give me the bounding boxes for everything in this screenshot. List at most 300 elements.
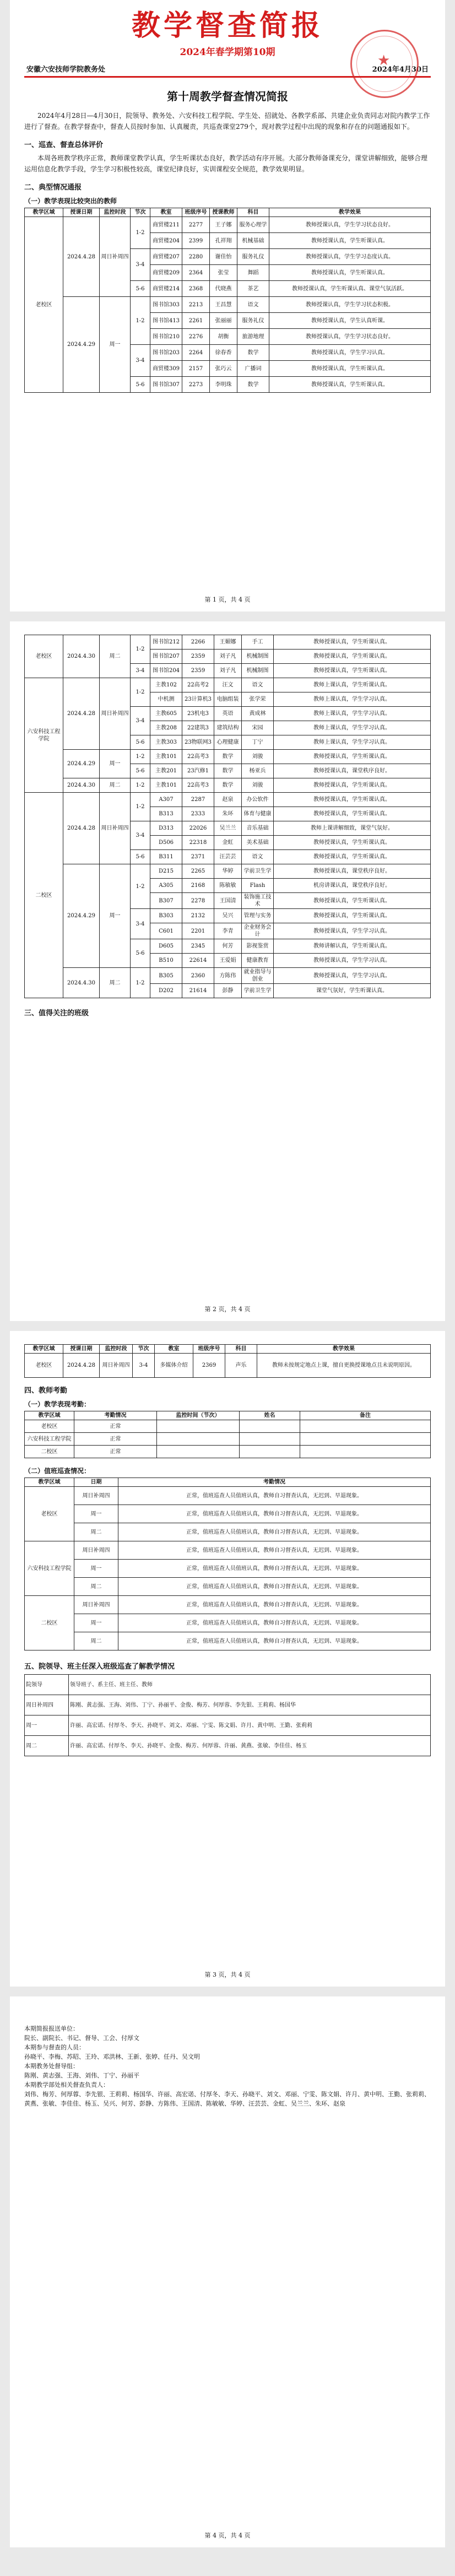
section-2-heading: 二、典型情况通报	[24, 183, 82, 192]
table-cell: 教师授课认真，学生学习认真。	[269, 345, 431, 361]
table-row	[25, 1675, 431, 1695]
table-cell: 王媚娜	[214, 635, 242, 650]
intro-paragraph: 2024年4月28日—4月30日，院领导、教务处、六安科技工程学院、学生处、招就处、各教学系部、共建企业负责同志对院内教学工作进行了督查。在教学督查中，督查人员按时参加、认真履责，共巡查课堂279个，现对教学过程中出现的现象和存在的问题通报如下。	[24, 112, 430, 131]
table-cell: 周日补周四	[74, 1541, 118, 1560]
table-cell: 22建筑3	[182, 721, 214, 735]
table-row	[25, 1632, 431, 1650]
table-cell: 3-4	[131, 909, 150, 939]
header-cell: 授课日期	[63, 208, 100, 217]
table-cell: 何芳	[214, 939, 242, 954]
table-cell: 李明珠	[210, 377, 237, 393]
table-cell: 2201	[182, 923, 214, 939]
table-cell: 2024.4.28	[63, 217, 100, 297]
table-cell: 教师授课认真，学生听课认真。	[269, 265, 431, 281]
table-cell: 语文	[242, 850, 274, 864]
header-cell: 教室	[155, 1345, 193, 1354]
header-cell: 教学区域	[25, 1345, 63, 1354]
header-cell: 教学效果	[269, 208, 431, 217]
section-5-heading: 五、院领导、班主任深入班级巡查了解教学情况	[24, 1663, 175, 1671]
table-cell: 多媒体介绍	[155, 1354, 193, 1378]
table-cell: 刘骏	[242, 750, 274, 764]
table-cell: 旅游地理	[237, 329, 269, 345]
publisher: 安徽六安技师学院教务处	[26, 66, 106, 74]
section-4-heading: 四、教师考勤	[24, 1387, 68, 1395]
table-cell: 教师授课认真，学生听课认真。	[274, 750, 431, 764]
header-cell: 备注	[300, 1411, 431, 1420]
table-cell: 商贸楼214	[150, 281, 182, 297]
table-cell: 宋园	[242, 721, 274, 735]
table-cell: 服务心理学	[237, 217, 269, 233]
table-cell: 1-2	[131, 793, 150, 821]
table-cell: D215	[150, 864, 182, 879]
table-cell: 陈敏敏	[214, 879, 242, 893]
table-cell: 朱环	[214, 807, 242, 821]
table-cell: 周日补周四	[25, 1695, 69, 1715]
table-cell: D202	[150, 984, 182, 998]
table-cell: 2276	[182, 329, 210, 345]
header-cell: 教学区域	[25, 1411, 74, 1420]
table-cell: 2132	[182, 909, 214, 923]
table-cell: 机械基础	[237, 233, 269, 249]
table-cell: 老校区	[25, 1487, 74, 1541]
table-cell: 影视鉴赏	[242, 939, 274, 954]
section-3-heading: 三、值得关注的班级	[24, 1009, 89, 1018]
table-cell: 周二	[100, 778, 131, 793]
table-cell: 声乐	[225, 1354, 257, 1378]
table-cell: 管理与实务	[242, 909, 274, 923]
table-cell: 周日补周四	[100, 217, 131, 297]
table-cell: 许丽、高宏诺、付厚冬、李天、孙晓平、刘文、邓丽、宁雯、陈文娟、许月、黄中明、王勤、张莉莉	[69, 1715, 431, 1736]
table-row	[25, 1736, 431, 1756]
table-cell: 学前卫生学	[242, 984, 274, 998]
table-row	[25, 1596, 431, 1614]
header-cell: 节次	[133, 1345, 155, 1354]
table-cell: 代晓燕	[210, 281, 237, 297]
table-cell: A305	[150, 879, 182, 893]
table-cell: 六安科技工程学院	[25, 678, 63, 793]
header-cell: 教学效果	[257, 1345, 431, 1354]
table-cell: 2364	[182, 265, 210, 281]
table-cell: 2333	[182, 807, 214, 821]
table-cell: 二校区	[25, 793, 63, 998]
table-cell: 老校区	[25, 217, 63, 393]
table-cell: 教师授课认真，学生听课认真。	[274, 635, 431, 650]
table-cell: 美术基础	[242, 836, 274, 850]
table-cell: 2345	[182, 939, 214, 954]
table-cell: B313	[150, 807, 182, 821]
table-row	[25, 1614, 431, 1632]
table-cell: 23物联网3	[182, 735, 214, 750]
table-cell: 2024.4.29	[63, 864, 100, 968]
table-cell: 5-6	[131, 281, 150, 297]
header-cell: 授课教师	[210, 208, 237, 217]
table-cell: 企业财务会计	[242, 923, 274, 939]
table-cell: 丁宁	[242, 735, 274, 750]
table-cell: 周一	[100, 864, 131, 968]
table-cell: 5-6	[131, 377, 150, 393]
table-cell: 孔祥翔	[210, 233, 237, 249]
table-row	[25, 217, 431, 233]
table-cell	[240, 1446, 300, 1458]
table-cell: 1-2	[131, 297, 150, 345]
table-cell: 周日补周四	[74, 1487, 118, 1505]
table-cell: 2360	[182, 968, 214, 984]
leader-visit-table	[24, 1674, 431, 1756]
table-cell: 周一	[74, 1614, 118, 1632]
table-cell: 广播词	[237, 361, 269, 377]
table-cell: 教师未按规定地点上课，擅自更换授课地点且未说明原因。	[257, 1354, 431, 1378]
table-cell: 2278	[182, 893, 214, 909]
table-cell: 2024.4.28	[63, 1354, 100, 1378]
table-row	[25, 635, 431, 650]
table-cell: 1-2	[131, 217, 150, 249]
table-cell: 教师授课认真，学生学习状态积极。	[269, 297, 431, 313]
header-cell: 科目	[237, 208, 269, 217]
table-body	[25, 217, 431, 393]
table-cell: 图书馆212	[150, 635, 182, 650]
table-cell: 茶艺	[237, 281, 269, 297]
table-cell: 黄成林	[242, 707, 274, 721]
table-cell: 教师授课认真，学生听课认真。	[274, 793, 431, 807]
table-cell: 体育与健康	[242, 807, 274, 821]
table-cell: 教师授课认真，学生学习态度认真。	[269, 249, 431, 265]
table-header-row	[25, 208, 431, 217]
table-cell: 老校区	[25, 635, 63, 678]
table-cell: 刘骏	[242, 778, 274, 793]
table-cell: 2024.4.28	[63, 678, 100, 750]
table-cell: 王爱娟	[214, 954, 242, 968]
table-cell: 周二	[74, 1578, 118, 1596]
table-cell: 周日补周四	[100, 1354, 133, 1378]
header-cell: 授课日期	[63, 1345, 100, 1354]
table-cell: 周日补周四	[74, 1596, 118, 1614]
table-cell: 心理健康	[214, 735, 242, 750]
table-cell: 语文	[242, 678, 274, 692]
table-cell: 2024.4.29	[63, 297, 100, 393]
table-cell: 1-2	[131, 635, 150, 664]
table-cell: 2265	[182, 864, 214, 879]
table-cell: A307	[150, 793, 182, 807]
table-cell: 周二	[100, 635, 131, 678]
header-cell: 监控时间（节次）	[157, 1411, 240, 1420]
table-cell: 2280	[182, 249, 210, 265]
table-cell: C601	[150, 923, 182, 939]
table-row	[25, 1541, 431, 1560]
table-cell	[300, 1420, 431, 1433]
page-3	[10, 1331, 445, 1987]
table-cell	[157, 1446, 240, 1458]
issue-number: 2024年春学期第10期	[180, 47, 275, 58]
table-cell: 周二	[100, 968, 131, 998]
table-cell: 正常，值班巡查人员值班认真，教师自习督查认真，无迟到、早退现象。	[118, 1632, 431, 1650]
table-cell: 22026	[182, 821, 214, 836]
table-cell: 周一	[25, 1715, 69, 1736]
table-cell: 金虹	[214, 836, 242, 850]
table-cell: 数学	[214, 778, 242, 793]
table-cell: 李青	[214, 923, 242, 939]
duty-table	[24, 1478, 431, 1650]
table-cell: 2024.4.28	[63, 793, 100, 864]
table-cell: 正常，值班巡查人员值班认真，教师自习督查认真，无迟到、早退现象。	[118, 1541, 431, 1560]
table-cell: 图书馆307	[150, 377, 182, 393]
table-cell: 主教208	[150, 721, 182, 735]
table-cell: 老校区	[25, 1354, 63, 1378]
table-cell: 数学	[214, 764, 242, 778]
table-cell: 华婷	[214, 864, 242, 879]
table-cell: 舞蹈	[237, 265, 269, 281]
table-cell: 谢佳怡	[210, 249, 237, 265]
table-cell: 21614	[182, 984, 214, 998]
table-cell: 主教303	[150, 735, 182, 750]
note-line: 本期参与督查的人员：	[24, 2044, 85, 2051]
table-cell: 六安科技工程学院	[25, 1541, 74, 1596]
table-cell: 王子娜	[210, 217, 237, 233]
table-cell: 教师授课认真，学生学习认真。	[274, 968, 431, 984]
table-body	[25, 1487, 431, 1650]
table-cell: 数学	[214, 750, 242, 764]
table-cell: 周一	[74, 1560, 118, 1578]
table-cell: 商贸楼309	[150, 361, 182, 377]
table-cell: 正常，值班巡查人员值班认真，教师自习督查认真，无迟到、早退现象。	[118, 1614, 431, 1632]
table-cell: 5-6	[131, 850, 150, 864]
section-1-heading: 一、巡查、督查总体评价	[24, 141, 104, 149]
table-cell: 教师授课认真，学生认真听课。	[269, 313, 431, 329]
table-cell: 教师授课认真，学生听课认真、课堂气氛活跃。	[269, 281, 431, 297]
table-cell: 主教101	[150, 778, 182, 793]
table-cell: 3-4	[131, 345, 150, 377]
table-cell: 正常	[74, 1420, 157, 1433]
table-cell: 汪文	[214, 678, 242, 692]
page-2	[10, 621, 445, 1321]
table-cell: 商贸楼204	[150, 233, 182, 249]
table-cell: 正常，值班巡查人员值班认真，教师自习督查认真，无迟到、早退现象。	[118, 1560, 431, 1578]
header-cell: 科目	[225, 1345, 257, 1354]
table-cell: 22614	[182, 954, 214, 968]
table-cell: 数学	[237, 345, 269, 361]
table-row	[25, 1695, 431, 1715]
table-row	[25, 1420, 431, 1433]
table-cell: 商贸楼211	[150, 217, 182, 233]
table-cell: 教师授课认真，学生听课认真。	[274, 836, 431, 850]
table-cell: 彭静	[214, 984, 242, 998]
table-cell: 商贸楼209	[150, 265, 182, 281]
table-cell: 图书馆204	[150, 664, 182, 678]
table-cell: 2024.4.30	[63, 968, 100, 998]
table-cell: 2168	[182, 879, 214, 893]
table-cell: D506	[150, 836, 182, 850]
table-cell: 张巧云	[210, 361, 237, 377]
table-row	[25, 297, 431, 313]
table-cell: 22高考3	[182, 778, 214, 793]
page-4	[10, 1996, 445, 2547]
table-cell: 机械制图	[242, 650, 274, 664]
table-cell: 主教201	[150, 764, 182, 778]
table-cell: 图书馆413	[150, 313, 182, 329]
table-cell: B305	[150, 968, 182, 984]
table-cell: 2371	[182, 850, 214, 864]
table-cell: 教师授课认真，学生学习认真。	[274, 923, 431, 939]
table-cell: 教师授课认真，学生听课认真。	[274, 893, 431, 909]
table-cell: 2369	[193, 1354, 225, 1378]
page-1	[10, 0, 445, 611]
table-cell: 周二	[25, 1736, 69, 1756]
table-cell: 2266	[182, 635, 214, 650]
table-cell: 22高考2	[182, 678, 214, 692]
table-cell: 正常	[74, 1446, 157, 1458]
table-cell: 二校区	[25, 1596, 74, 1650]
table-cell: 张莹	[210, 265, 237, 281]
table-cell: 5-6	[131, 735, 150, 750]
note-line: 刘伟、梅芳、何厚蓉、李先银、王莉莉、杨国华、许丽、高宏诺、付厚冬、李天、孙晓平、刘文、邓丽、宁雯、陈文娟、许月、黄中明、王勤、张莉莉、黄燕、张敏、李佳佳、杨玉、吴兴、何芳、彭静、方陈伟、王国清、陈敏敏、华婷、汪芸芸、金虹、吴兰兰、朱环、赵泉	[24, 2091, 430, 2107]
table-cell: 教师上课认真，学生学习认真。	[274, 721, 431, 735]
table-cell: 正常，值班巡查人员值班认真，教师自习督查认真，无迟到、早退现象。	[118, 1578, 431, 1596]
table-cell: 23汽修1	[182, 764, 214, 778]
table-cell: 3-4	[133, 1354, 155, 1378]
table-row	[25, 1505, 431, 1523]
table-cell: 许丽、高宏诺、付厚冬、李天、孙晓平、金俊、梅芳、何厚蓉、许丽、黄燕、张敏、李佳佳、杨玉	[69, 1736, 431, 1756]
table-cell: 2287	[182, 793, 214, 807]
table-row	[25, 778, 431, 793]
table-cell: D313	[150, 821, 182, 836]
table-cell: 教师讲解认真，学生听课认真。	[274, 939, 431, 954]
header-cell: 班级序号	[182, 208, 210, 217]
table-cell: 英语	[214, 707, 242, 721]
table-cell: 2359	[182, 664, 214, 678]
table-cell: 2273	[182, 377, 210, 393]
attendance-table	[24, 1411, 431, 1458]
table-cell: 刘子凡	[214, 664, 242, 678]
table-cell: 手工	[242, 635, 274, 650]
table-row	[25, 1433, 431, 1446]
note-line: 本期简报报送单位：	[24, 2025, 79, 2032]
table-cell: 教师授课认真，学生学习状态良好。	[269, 217, 431, 233]
table-cell: 徐春香	[210, 345, 237, 361]
table-cell: 主教605	[150, 707, 182, 721]
masthead-title: 教学督查简报	[131, 9, 323, 42]
table-cell: 1-2	[131, 864, 150, 909]
header-cell: 日期	[74, 1478, 118, 1487]
table-cell: B510	[150, 954, 182, 968]
section-2-sub1: （一）教学表现比较突出的教师	[24, 197, 117, 205]
table-cell: 语文	[237, 297, 269, 313]
table-cell: 2277	[182, 217, 210, 233]
table-cell	[157, 1420, 240, 1433]
table-cell: 老校区	[25, 1420, 74, 1433]
table-cell: 教师授课认真，学生听课认真。	[269, 377, 431, 393]
table-cell: 教师上课认真，学生学习认真。	[274, 707, 431, 721]
table-cell: 3-4	[131, 707, 150, 735]
notable-class-table	[24, 1344, 431, 1378]
table-cell: 5-6	[131, 764, 150, 778]
table-cell: 周日补周四	[100, 793, 131, 864]
table-cell: 教师授课认真，学生听课认真。	[274, 909, 431, 923]
table-cell: 数学	[237, 377, 269, 393]
header-cell: 姓名	[240, 1411, 300, 1420]
table-cell: 23机电3	[182, 707, 214, 721]
table-cell: 周一	[74, 1505, 118, 1523]
table-cell: 院领导	[25, 1675, 69, 1695]
table-cell: 图书馆303	[150, 297, 182, 313]
table-cell: 音乐基础	[242, 821, 274, 836]
table-cell: 杨亚兵	[242, 764, 274, 778]
note-line: 本期教务处督导组：	[24, 2063, 79, 2070]
table-cell: 刘子凡	[214, 650, 242, 664]
table-cell: 教师上课认真，学生听课认真。	[274, 678, 431, 692]
table-row	[25, 1523, 431, 1541]
table-cell: B303	[150, 909, 182, 923]
table-cell: 服务礼仪	[237, 313, 269, 329]
table-cell: 主教101	[150, 750, 182, 764]
section-1-text: 本周各班教学秩序正常，教师课堂教学认真，学生听课状态良好，教学活动有序开展。大部分教师备课充分，课堂讲解细致，能够合理运用信息化教学手段，学生学习积极性较高，课堂纪律良好，实训课程安全规范，教学效果明显。	[24, 154, 428, 173]
table-body	[25, 635, 431, 998]
table-cell: 正常，值班巡查人员值班认真，教师自习督查认真，无迟到、早退现象。	[118, 1596, 431, 1614]
table-cell: B311	[150, 850, 182, 864]
table-cell: 教师授课认真，学生听课认真。	[274, 650, 431, 664]
table-cell: 主教102	[150, 678, 182, 692]
table-cell: 办公软件	[242, 793, 274, 807]
page-number: 第 4 页，共 4 页	[204, 2532, 251, 2539]
table-cell: 1-2	[131, 678, 150, 707]
table-cell: 2264	[182, 345, 210, 361]
section-4-sub2: （二）值班巡查情况：	[24, 1467, 91, 1475]
page-number: 第 3 页，共 4 页	[204, 1971, 251, 1978]
table-cell: 周日补周四	[100, 678, 131, 750]
document-title: 第十周教学督查情况简报	[167, 90, 288, 103]
table-cell	[240, 1433, 300, 1446]
table-cell: 图书馆203	[150, 345, 182, 361]
table-row	[25, 1446, 431, 1458]
table-cell: 装饰施工技术	[242, 893, 274, 909]
table-cell: 电脑组装	[214, 692, 242, 707]
table-cell: 机械制图	[242, 664, 274, 678]
table-cell: 教师上课认真，学生学习认真。	[274, 692, 431, 707]
header-cell: 班级序号	[193, 1345, 225, 1354]
header-cell: 教学区域	[25, 1478, 74, 1487]
table-cell: 教师授课认真，学生听课认真。	[274, 778, 431, 793]
table-cell: 汪芸芸	[214, 850, 242, 864]
table-cell: 张学荣	[242, 692, 274, 707]
header-cell: 教学区域	[25, 208, 63, 217]
header-cell: 考勤情况	[118, 1478, 431, 1487]
table-cell: 赵泉	[214, 793, 242, 807]
table-cell: 张丽丽	[210, 313, 237, 329]
table-cell: 教师授课认真，学生听课认真。	[269, 233, 431, 249]
publish-date: 2024年4月30日	[372, 66, 429, 74]
official-seal-icon	[350, 30, 419, 98]
table-cell	[240, 1420, 300, 1433]
table-row	[25, 968, 431, 984]
table-cell: B307	[150, 893, 182, 909]
table-cell: 商贸楼207	[150, 249, 182, 265]
table-cell: 2213	[182, 297, 210, 313]
table-cell: 5-6	[131, 939, 150, 968]
header-cell: 监控时段	[100, 208, 131, 217]
table-cell: 教师授课认真，学生听课认真。	[269, 361, 431, 377]
table-cell: 3-4	[131, 249, 150, 281]
table-body	[25, 1675, 431, 1756]
table-row	[25, 1715, 431, 1736]
table-cell: 3-4	[131, 664, 150, 678]
table-row	[25, 1487, 431, 1505]
table-cell: 1-2	[131, 778, 150, 793]
table-cell: 课堂气氛好，学生听课认真。	[274, 984, 431, 998]
table-cell: 王国清	[214, 893, 242, 909]
note-line: 本期教学部处相关督查负责人：	[24, 2081, 109, 2088]
table-cell: 王昌慧	[210, 297, 237, 313]
table-cell: 周二	[74, 1632, 118, 1650]
table-cell: 中机测	[150, 692, 182, 707]
table-cell	[300, 1446, 431, 1458]
